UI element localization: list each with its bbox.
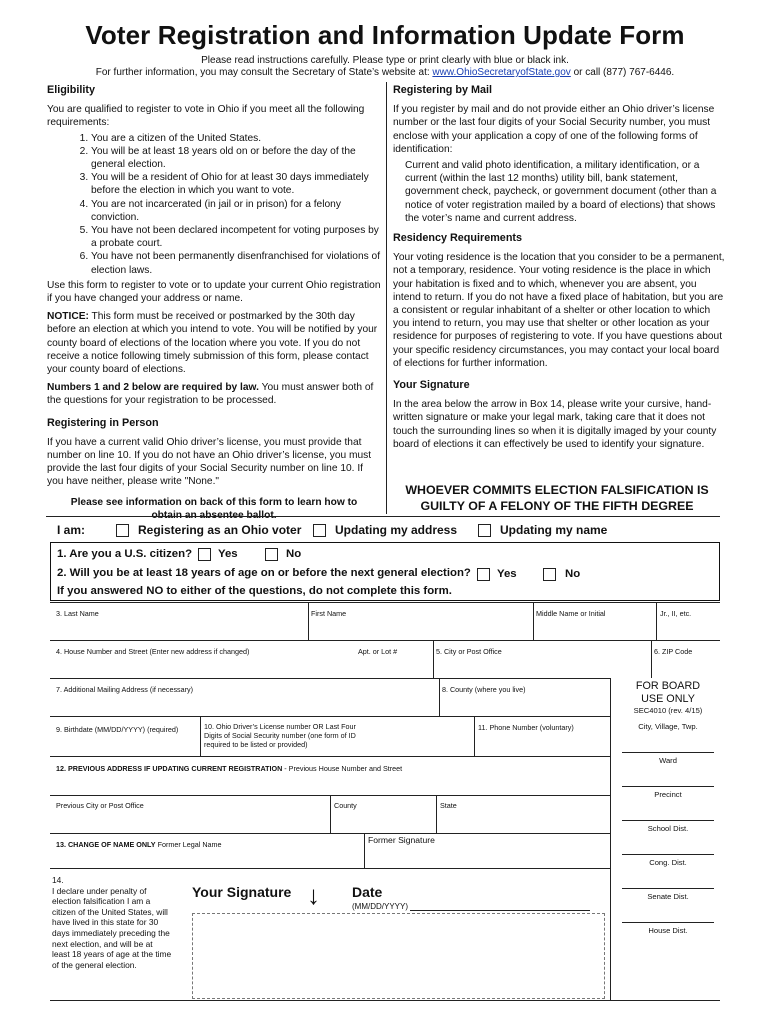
question-citizen: 1. Are you a U.S. citizen? bbox=[57, 548, 193, 560]
absentee-note: Please see information on back of this form to learn how to bbox=[70, 496, 358, 508]
signature-box[interactable] bbox=[192, 913, 605, 999]
grid-rule bbox=[50, 868, 610, 869]
grid-divider bbox=[656, 602, 657, 640]
birthdate-field[interactable]: 9. Birthdate (MM/DD/YYYY) (required) bbox=[56, 725, 179, 734]
age-yes-label: Yes bbox=[497, 568, 517, 580]
name-change-text: Former Legal Name bbox=[155, 840, 222, 849]
i-am-label: I am: bbox=[57, 523, 86, 537]
eligibility-item: 3. You will be a resident of Ohio for at least 30 days immediately before the election in which you want to vote. bbox=[91, 171, 381, 197]
grid-divider bbox=[364, 833, 365, 868]
registering-option-label: Registering as an Ohio voter bbox=[138, 523, 302, 537]
left-column bbox=[47, 84, 381, 527]
instructions-text: For further information, you may consult the Secretary of State’s website at: bbox=[95, 67, 433, 78]
grid-rule bbox=[50, 1000, 720, 1001]
grid-divider bbox=[651, 640, 652, 678]
form-title: Voter Registration and Information Update Form bbox=[85, 20, 685, 50]
right-column bbox=[393, 84, 725, 456]
house-street-field[interactable]: 4. House Number and Street (Enter new address if changed) bbox=[56, 647, 250, 656]
citizen-no-checkbox[interactable] bbox=[265, 548, 278, 561]
name-change-label: 13. CHANGE OF NAME ONLY bbox=[56, 840, 156, 849]
former-name-field[interactable] bbox=[56, 840, 222, 849]
citizen-no-label: No bbox=[286, 548, 302, 560]
update-name-label: Updating my name bbox=[500, 523, 608, 537]
notice-paragraph bbox=[47, 310, 381, 376]
previous-address-text: - Previous House Number and Street bbox=[282, 764, 403, 773]
board-field-senate: Senate Dist. bbox=[647, 892, 689, 901]
residency-text: Your voting residence is the location that you consider to be a permanent, not a temporary, residence. Your voting residence is the place in which your habitation is fixed and to which, whenever you are absent, you intend to return. If you do not have a fixed place of habitation, but you are a consistent or regular inhabitant of a shelter or other location to which you intend to return, you may use that shelter or other location as your residence for purposes of registering to vote. If you have questions about your specific residency circumstances, you may contact your local board of elections for further information. bbox=[393, 252, 725, 369]
board-field-precinct: Precinct bbox=[654, 790, 682, 799]
eligibility-heading: Eligibility bbox=[47, 84, 95, 96]
update-name-checkbox[interactable] bbox=[478, 524, 491, 537]
grid-rule bbox=[50, 716, 610, 717]
board-divider bbox=[610, 678, 611, 1000]
board-field-congress: Cong. Dist. bbox=[649, 858, 687, 867]
citizen-yes-checkbox[interactable] bbox=[198, 548, 211, 561]
eligibility-item: 2. You will be at least 18 years old on or before the day of the general election. bbox=[91, 145, 381, 171]
in-person-text: If you have a current valid Ohio driver’s license, you must provide that number on line 10. If you do not have an Ohio driver’s license, you must provide the last four digits of your Social Security number on line 10. If you have neither, please write "None." bbox=[47, 436, 372, 488]
by-mail-text: If you register by mail and do not provide either an Ohio driver’s license number or the last four digits of your Social Security number, you must enclose with your application a copy of one of the following forms of identification: bbox=[393, 104, 715, 155]
grid-divider bbox=[200, 716, 201, 756]
box-14-number: 14. bbox=[52, 875, 64, 885]
grid-rule bbox=[50, 678, 610, 679]
grid-divider bbox=[433, 640, 434, 678]
board-rule bbox=[622, 854, 714, 855]
declaration-box bbox=[52, 875, 172, 970]
eligibility-item: 1. You are a citizen of the United States. bbox=[91, 132, 381, 145]
phone-field[interactable]: 11. Phone Number (voluntary) bbox=[478, 723, 574, 732]
age-yes-checkbox[interactable] bbox=[477, 568, 490, 581]
previous-city-field[interactable]: Previous City or Post Office bbox=[56, 801, 144, 810]
board-rule bbox=[622, 922, 714, 923]
citizen-yes-label: Yes bbox=[218, 548, 238, 560]
date-label: Date bbox=[352, 884, 383, 900]
previous-address-label: 12. PREVIOUS ADDRESS IF UPDATING CURRENT REGISTRATION bbox=[56, 764, 283, 773]
grid-divider bbox=[308, 602, 309, 640]
grid-divider bbox=[436, 795, 437, 833]
use-form-text: Use this form to register to vote or to update your current Ohio registration if you have changed your address or name. bbox=[47, 279, 381, 305]
board-use-title bbox=[612, 680, 724, 705]
grid-divider bbox=[330, 795, 331, 833]
falsification-warning bbox=[393, 483, 721, 514]
eligibility-item: 4. You are not incarcerated (in jail or in prison) for a felony conviction. bbox=[91, 198, 381, 224]
license-ssn-field[interactable]: 10. Ohio Driver’s License number OR Last Four Digits of Social Security number (one form of ID required to be listed or provided) bbox=[204, 722, 356, 749]
last-name-field[interactable]: 3. Last Name bbox=[56, 609, 99, 618]
suffix-field[interactable]: Jr., II, etc. bbox=[660, 609, 692, 618]
board-rule bbox=[622, 820, 714, 821]
signature-info-text: In the area below the arrow in Box 14, please write your cursive, hand-written signature or make your legal mark, taking care that it does not touch the surrounding lines so when it is digitally imaged by your county board of elections it can effectively be used to identify your signature. bbox=[393, 399, 717, 450]
eligibility-item: 6. You have not been permanently disenfranchised for violations of election laws. bbox=[91, 250, 381, 276]
previous-county-field[interactable]: County bbox=[334, 801, 357, 810]
arrow-down-icon: ↓ bbox=[307, 880, 320, 910]
in-person-heading: Registering in Person bbox=[47, 416, 159, 429]
grid-divider bbox=[439, 678, 440, 716]
update-address-label: Updating my address bbox=[335, 523, 458, 537]
board-title-line-1: FOR BOARD bbox=[635, 680, 701, 692]
warning-line-1: WHOEVER COMMITS ELECTION FALSIFICATION IS bbox=[405, 483, 709, 497]
middle-name-field[interactable]: Middle Name or Initial bbox=[536, 609, 606, 618]
county-field[interactable]: 8. County (where you live) bbox=[442, 685, 526, 694]
zip-field[interactable]: 6. ZIP Code bbox=[654, 647, 693, 656]
eligibility-list bbox=[91, 132, 381, 277]
registering-checkbox[interactable] bbox=[116, 524, 129, 537]
apt-lot-field[interactable]: Apt. or Lot # bbox=[358, 647, 398, 656]
declaration-text: I declare under penalty of election falsification I am a citizen of the United States, will have lived in this state for 30 days immediately preceding the next election, and will be at least 18 years of age at the time of the general election. bbox=[52, 885, 172, 970]
instructions-line-2 bbox=[0, 67, 770, 79]
previous-state-field[interactable]: State bbox=[440, 801, 457, 810]
notice-label: NOTICE: bbox=[47, 311, 89, 323]
date-input-line[interactable] bbox=[410, 910, 590, 911]
grid-rule bbox=[50, 640, 720, 641]
i-am-top-rule bbox=[46, 516, 720, 517]
column-divider bbox=[386, 82, 387, 514]
residency-heading: Residency Requirements bbox=[393, 232, 523, 245]
numbers-paragraph bbox=[47, 381, 381, 407]
question-age: 2. Will you be at least 18 years of age on or before the next general election? bbox=[57, 567, 471, 579]
date-format-hint: (MM/DD/YYYY) bbox=[352, 902, 408, 911]
numbers-text: You must answer both of the questions for your registration to be processed. bbox=[47, 382, 374, 407]
board-field-school: School Dist. bbox=[647, 824, 689, 833]
board-rule bbox=[622, 888, 714, 889]
mailing-address-field[interactable]: 7. Additional Mailing Address (if necessary) bbox=[56, 685, 194, 694]
age-no-checkbox[interactable] bbox=[543, 568, 556, 581]
instructions-phone: or call (877) 767-6446. bbox=[570, 67, 675, 78]
by-mail-heading: Registering by Mail bbox=[393, 84, 492, 96]
form-code: SEC4010 (rev. 4/15) bbox=[633, 706, 703, 715]
grid-divider bbox=[533, 602, 534, 640]
former-signature-field[interactable]: Former Signature bbox=[368, 835, 435, 845]
signature-info-heading: Your Signature bbox=[393, 379, 470, 392]
sos-website-link[interactable]: www.OhioSecretaryofState.gov bbox=[432, 67, 571, 78]
city-field[interactable]: 5. City or Post Office bbox=[436, 647, 502, 656]
board-field-city: City, Village, Twp. bbox=[638, 722, 698, 731]
grid-divider bbox=[474, 716, 475, 756]
grid-rule bbox=[50, 833, 610, 834]
previous-address-field[interactable] bbox=[56, 764, 402, 773]
board-field-ward: Ward bbox=[659, 756, 677, 765]
warning-line-2: GUILTY OF A FELONY OF THE FIFTH DEGREE bbox=[420, 498, 694, 513]
stop-instruction: If you answered NO to either of the questions, do not complete this form. bbox=[57, 585, 452, 597]
notice-text: This form must be received or postmarked by the 30th day before an election at which you intend to vote. You will be notified by your county board of elections of the location where you vote. If you do not receive a notice following timely submission of this form, please contact your county board of elections. bbox=[47, 311, 378, 376]
grid-rule bbox=[50, 602, 720, 603]
grid-rule bbox=[50, 756, 610, 757]
your-signature-label: Your Signature bbox=[192, 884, 292, 900]
board-field-house: House Dist. bbox=[648, 926, 688, 935]
id-list-text: Current and valid photo identification, a military identification, or a current (within the last 12 months) utility bill, bank statement, government check, paycheck, or government document (other than a notice of voter registration mailed by a board of elections) that shows the voter’s name and current address. bbox=[405, 160, 717, 224]
board-rule bbox=[622, 752, 714, 753]
age-no-label: No bbox=[565, 568, 581, 580]
eligibility-item: 5. You have not been declared incompetent for voting purposes by a probate court. bbox=[91, 224, 381, 250]
board-rule bbox=[622, 786, 714, 787]
eligibility-intro: You are qualified to register to vote in Ohio if you meet all the following requirements: bbox=[47, 104, 365, 129]
numbers-label: Numbers 1 and 2 below are required by law. bbox=[47, 382, 259, 394]
board-title-line-2: USE ONLY bbox=[641, 692, 695, 705]
update-address-checkbox[interactable] bbox=[313, 524, 326, 537]
instructions-line-1: Please read instructions carefully. Please type or print clearly with blue or black ink. bbox=[201, 55, 569, 66]
first-name-field[interactable]: First Name bbox=[311, 609, 347, 618]
